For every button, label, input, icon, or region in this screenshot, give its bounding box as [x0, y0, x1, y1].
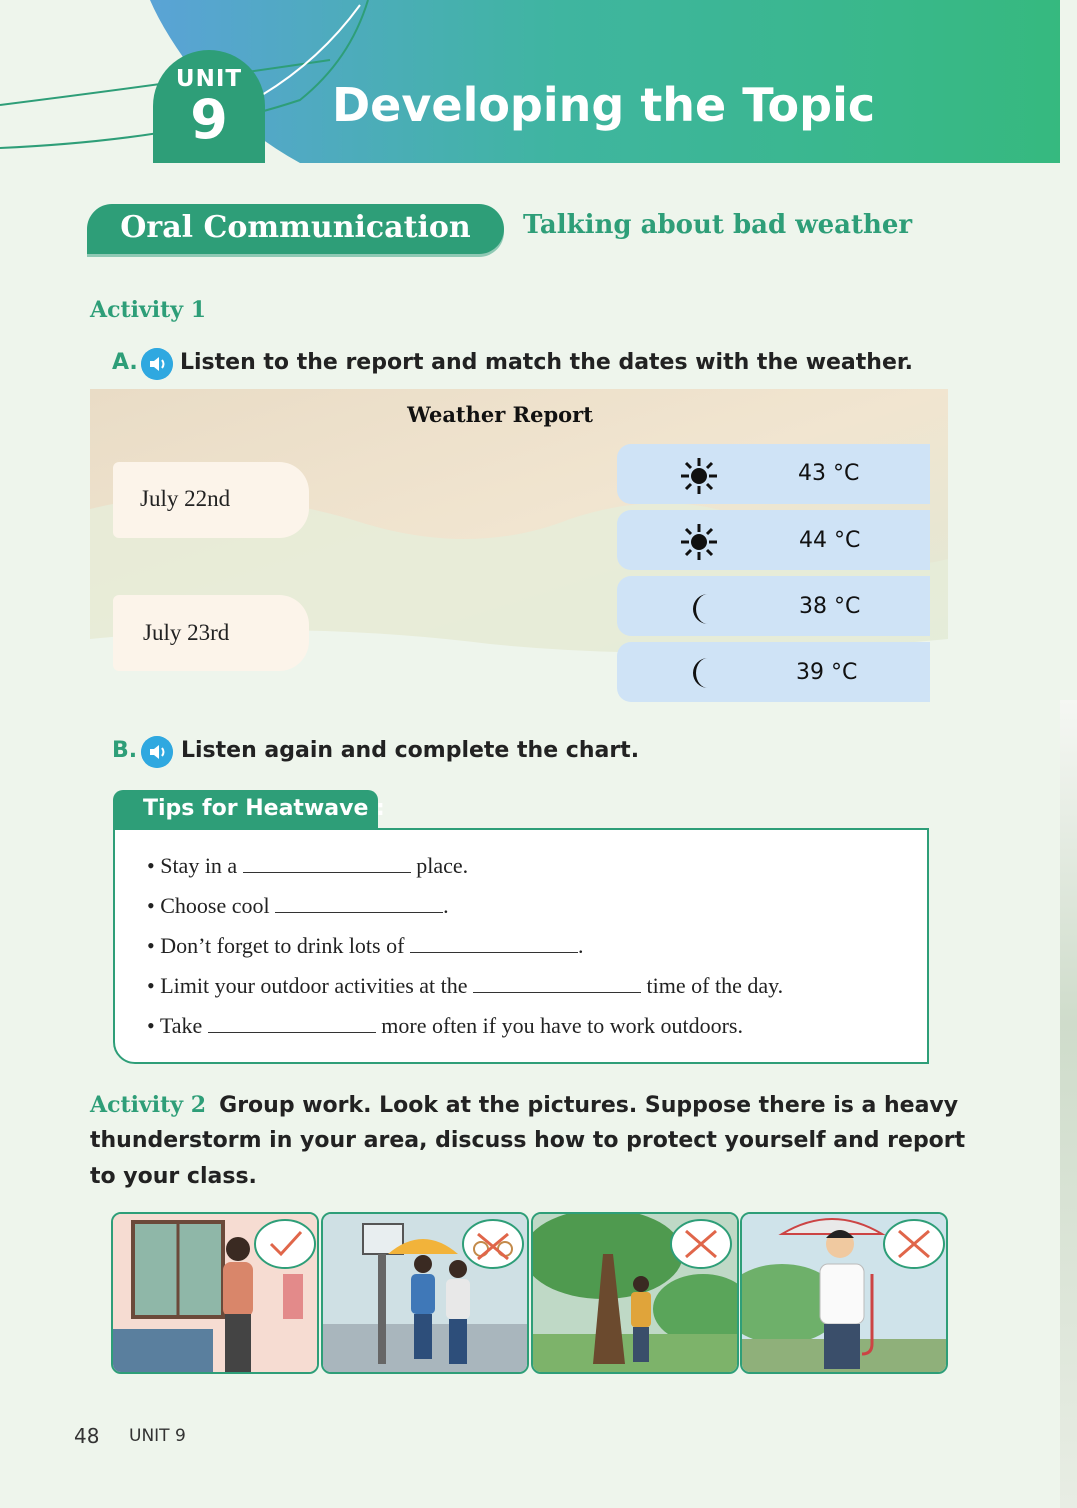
temperature: 39 °C	[796, 660, 858, 685]
answer-blank[interactable]	[473, 974, 641, 993]
date-july-22: July 22nd	[140, 486, 231, 511]
page-number: 48	[74, 1424, 100, 1448]
picture-under-tree	[531, 1212, 739, 1374]
weather-report-title: Weather Report	[407, 402, 593, 427]
tip-item: • Don’t forget to drink lots of .	[147, 933, 584, 958]
activity2-text-line2: thunderstorm in your area, discuss how to protect yourself and report	[90, 1128, 966, 1153]
page-title: Developing the Topic	[332, 78, 876, 132]
section-label: Oral Communication	[120, 210, 471, 245]
date-july-23: July 23rd	[143, 620, 230, 645]
partA-instruction: Listen to the report and match the dates with the weather.	[180, 350, 913, 375]
activity2-text-line1: Group work. Look at the pictures. Suppose there is a heavy	[219, 1093, 959, 1118]
activity2-title: Activity 2	[90, 1092, 207, 1118]
audio-icon[interactable]	[141, 736, 173, 768]
picture-shelter-bus-stop	[321, 1212, 529, 1374]
tip-item: • Stay in a place.	[147, 853, 469, 878]
picture-phone-umbrella	[740, 1212, 948, 1374]
footer-unit-label: UNIT 9	[129, 1426, 186, 1446]
tips-title: Tips for Heatwave :	[143, 796, 385, 821]
temperature: 44 °C	[799, 528, 861, 553]
unit-word: UNIT	[175, 66, 243, 92]
temperature: 43 °C	[798, 461, 860, 486]
weather-row	[617, 576, 930, 636]
answer-blank[interactable]	[275, 894, 443, 913]
section-topic: Talking about bad weather	[523, 210, 913, 240]
tip-item: • Take more often if you have to work outdoors.	[147, 1013, 743, 1038]
picture-close-window	[111, 1212, 319, 1374]
answer-blank[interactable]	[410, 934, 578, 953]
partB-letter: B.	[112, 738, 138, 763]
answer-blank[interactable]	[243, 854, 411, 873]
weather-row	[617, 642, 930, 702]
weather-row	[617, 444, 930, 504]
answer-blank[interactable]	[208, 1014, 376, 1033]
activity1-title: Activity 1	[90, 297, 207, 323]
tip-item: • Limit your outdoor activities at the time of the day.	[147, 973, 784, 998]
temperature: 38 °C	[799, 594, 861, 619]
weather-row	[617, 510, 930, 570]
partA-letter: A.	[112, 350, 138, 375]
activity2-heading	[90, 1092, 958, 1118]
moon-icon	[684, 590, 722, 628]
partB-instruction: Listen again and complete the chart.	[181, 738, 640, 763]
sun-icon	[680, 457, 718, 495]
audio-icon[interactable]	[141, 348, 173, 380]
activity2-text-line3: to your class.	[90, 1164, 257, 1189]
tip-item: • Choose cool .	[147, 893, 449, 918]
unit-number: 9	[190, 88, 228, 151]
page-edge-decoration	[1060, 700, 1077, 1508]
sun-icon	[680, 523, 718, 561]
moon-icon	[684, 654, 722, 692]
